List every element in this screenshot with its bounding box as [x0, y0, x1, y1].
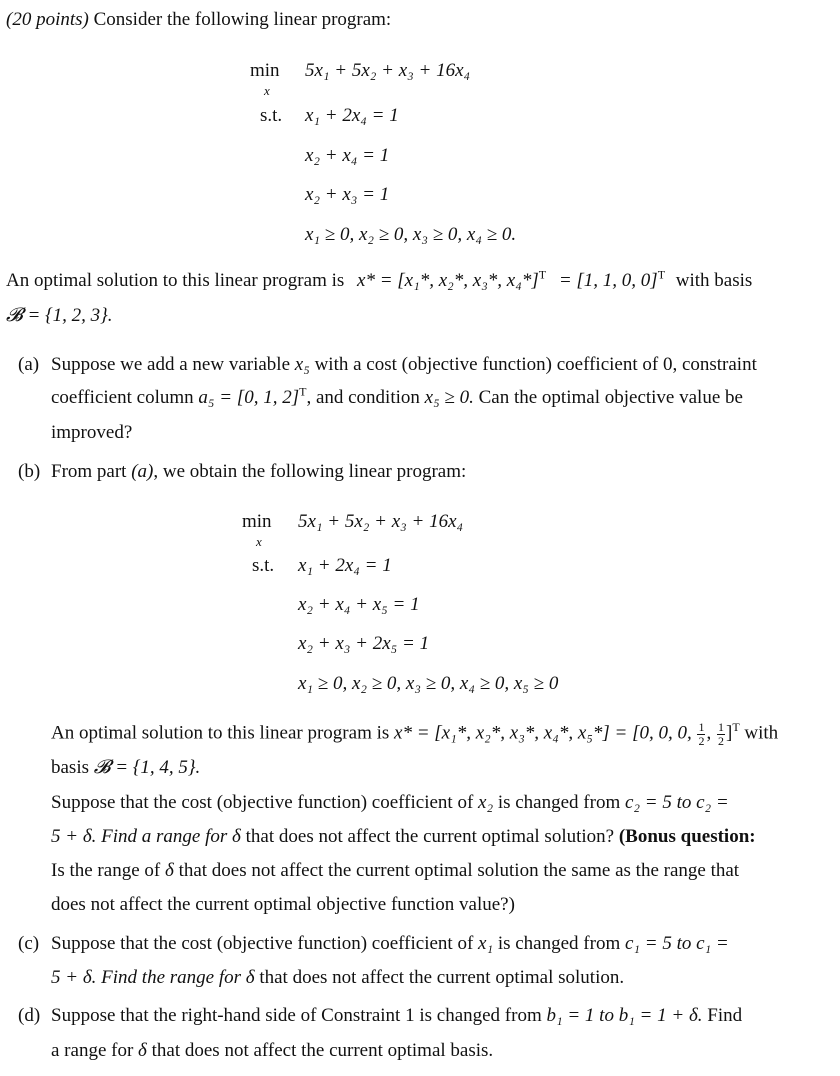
part-b-question-line-4: does not affect the current optimal objective function value?) — [51, 894, 515, 915]
part-b-intro — [51, 462, 466, 481]
lp2-constraint-2: x₂ + x₄ + x₅ = 1 — [298, 594, 420, 615]
part-c-label: (c) — [18, 933, 40, 954]
delta: δ — [245, 967, 255, 988]
text: Suppose that the cost (objective function) coefficient of — [51, 933, 474, 954]
lp2-objective: 5x₁ + 5x₂ + x₃ + 16x₄ — [298, 511, 464, 532]
text: basis — [51, 757, 89, 778]
opt1-line-1 — [6, 267, 753, 291]
part-c-line-1 — [51, 934, 729, 953]
lp1-constraint-1: x₁ + 2x₄ = 1 — [305, 105, 399, 126]
delta: δ — [138, 1040, 147, 1061]
part-d-line-1 — [51, 1006, 742, 1025]
part-b-label: (b) — [18, 461, 41, 482]
condition-x5: x₅ ≥ 0. — [424, 387, 474, 408]
basis-symbol: 𝓑 — [6, 305, 23, 326]
lp2-nonnegativity: x₁ ≥ 0, x₂ ≥ 0, x₃ ≥ 0, x₄ ≥ 0, x₅ ≥ 0 — [298, 673, 559, 694]
text: Find — [707, 1005, 743, 1026]
delta: δ — [232, 826, 241, 847]
text: , and condition — [306, 387, 420, 408]
lp1-objective: 5x₁ + 5x₂ + x₃ + 16x₄ — [305, 60, 471, 81]
text: that does not affect the current optimal basis. — [151, 1040, 494, 1061]
cost-change: c₂ = 5 to c₂ = — [624, 792, 729, 813]
cost-change: c₁ = 5 to c₁ = — [624, 933, 729, 954]
lp1-nonnegativity: x₁ ≥ 0, x₂ ≥ 0, x₃ ≥ 0, x₄ ≥ 0. — [305, 224, 517, 245]
lp2-st-label: s.t. — [252, 555, 275, 576]
column-a5: a₅ = [0, 1, 2] — [198, 387, 300, 408]
fraction-half — [717, 721, 725, 747]
frac-den: 2 — [698, 733, 705, 748]
text: Can the optimal objective value be — [478, 387, 743, 408]
text: From part — [51, 461, 127, 482]
frac-num: 1 — [717, 720, 724, 734]
text: 5 + δ. Find the range for — [51, 967, 241, 988]
text: 5 + δ. Find a range for — [51, 826, 228, 847]
text: is changed from — [497, 792, 621, 813]
text: coefficient column — [51, 387, 194, 408]
opt2-basis-set: = {1, 4, 5}. — [115, 757, 201, 778]
part-a-line-2 — [51, 384, 743, 408]
var-x1: x₁ — [478, 933, 494, 954]
problem-header — [6, 10, 391, 29]
text: Suppose we add a new variable — [51, 354, 291, 375]
bonus-label: (Bonus question: — [618, 826, 756, 847]
text: with — [744, 722, 779, 744]
opt1-values: = [1, 1, 0, 0] — [558, 270, 658, 291]
lp2-constraint-3: x₂ + x₃ + 2x₅ = 1 — [298, 633, 430, 654]
part-a-label: (a) — [18, 354, 40, 375]
delta: δ — [164, 860, 174, 881]
text: with a cost (objective function) coefficient of 0, constraint — [314, 354, 757, 375]
lp1-st-label: s.t. — [260, 105, 283, 126]
text: Suppose that the cost (objective function) coefficient of — [51, 792, 474, 813]
text: Is the range of — [51, 860, 161, 881]
part-c-line-2 — [51, 968, 624, 987]
text: that does not affect the current optimal solution? — [245, 826, 615, 847]
rhs-change: b₁ = 1 to b₁ = 1 + δ. — [546, 1005, 703, 1026]
lp2-min-var: x — [256, 534, 262, 549]
var-x5: x₅ — [294, 354, 310, 375]
basis-symbol: 𝓑 — [93, 757, 111, 778]
text: is changed from — [497, 933, 621, 954]
intro-text: Consider the following linear program: — [93, 9, 392, 30]
text: a range for — [51, 1040, 134, 1061]
transpose-mark: T — [299, 384, 307, 399]
frac-num: 1 — [698, 720, 705, 734]
part-d-label: (d) — [18, 1005, 41, 1026]
lp1-min-var: x — [264, 83, 270, 98]
opt1-basis-set: = {1, 2, 3}. — [27, 305, 113, 326]
lp1-min-label — [250, 61, 280, 80]
part-b-question-line-3 — [51, 861, 739, 880]
text: that does not affect the current optimal solution. — [259, 967, 625, 988]
fraction-half — [697, 721, 705, 747]
part-a-line-3: improved? — [51, 422, 133, 443]
opt1-text: An optimal solution to this linear program is — [6, 270, 345, 291]
frac-den: 2 — [717, 733, 724, 748]
var-x2: x₂ — [478, 792, 494, 813]
lp1-constraint-3: x₂ + x₃ = 1 — [305, 184, 390, 205]
part-d-line-2 — [51, 1041, 493, 1060]
part-b-question-line-1 — [51, 793, 729, 812]
points-label: (20 points) — [6, 9, 89, 30]
lp1-constraint-2: x₂ + x₄ = 1 — [305, 145, 390, 166]
lp2-constraint-1: x₁ + 2x₄ = 1 — [298, 555, 392, 576]
part-b-question-line-2 — [51, 827, 756, 846]
comma: , — [706, 722, 712, 744]
transpose-mark: T — [732, 720, 740, 735]
opt1-basis-label: with basis — [675, 270, 753, 291]
opt1-xstar: x* = [x₁*, x₂*, x₃*, x₄*] — [357, 270, 539, 291]
text: Suppose that the right-hand side of Constraint 1 is changed from — [51, 1005, 542, 1026]
opt1-line-2 — [6, 306, 113, 325]
transpose-mark: T — [538, 267, 547, 282]
lp2-min-label: min — [242, 511, 272, 532]
part-a-line-1 — [51, 355, 757, 374]
text: , we obtain the following linear program: — [153, 461, 467, 482]
text: that does not affect the current optimal solution the same as the range that — [178, 860, 740, 881]
part-ref: (a) — [131, 461, 154, 482]
transpose-mark: T — [657, 267, 666, 282]
opt2-xstar-values: x* = [x₁*, x₂*, x₃*, x₄*, x₅*] = [0, 0, 0, — [394, 722, 692, 744]
min-text: min — [250, 60, 280, 81]
part-b-opt-line-2 — [51, 758, 200, 777]
part-b-opt-line-1: An optimal solution to this linear program is x* = [x₁*, x₂*, x₃*, x₄*, x₅*] = [0, 0, 0, $\frac{1}{2}$ , $\frac{1}{2}$ ]$^T$ with — [51, 720, 779, 748]
text: An optimal solution to this linear program is — [51, 722, 390, 744]
